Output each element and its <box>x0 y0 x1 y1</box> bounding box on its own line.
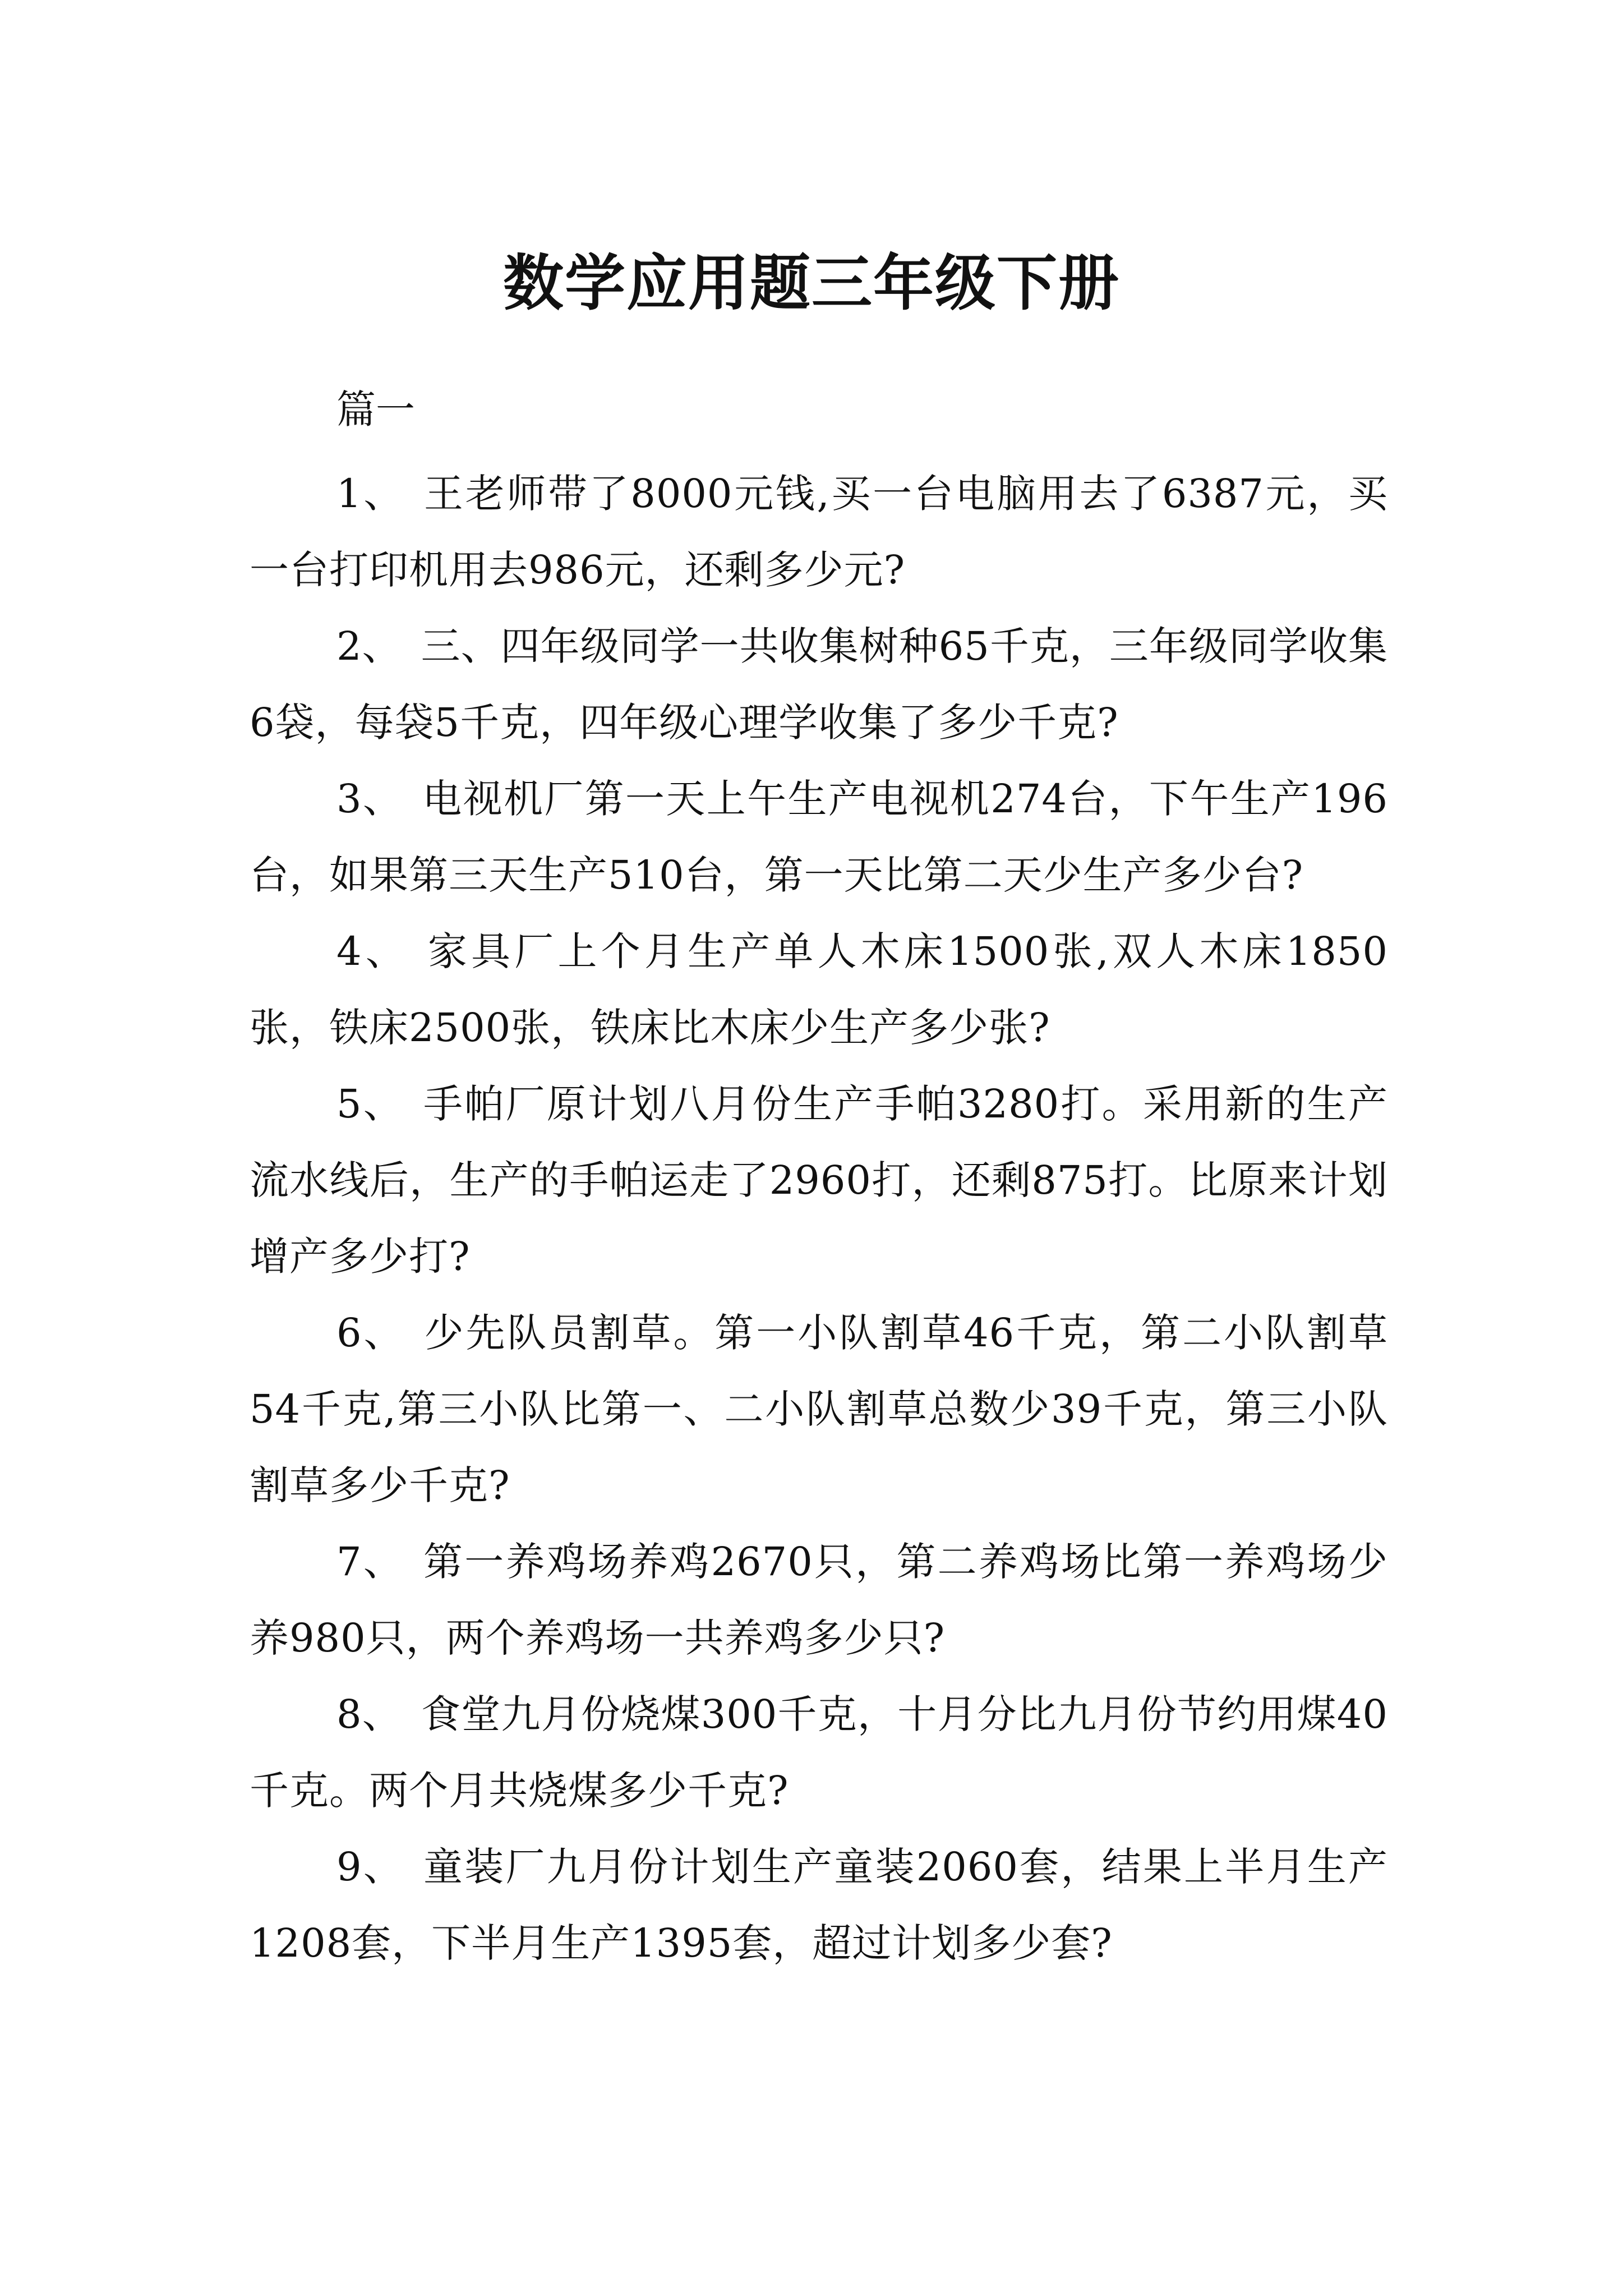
problem-text: 家具厂上个月生产单人木床1500张,双人木床1850张，铁床2500张，铁床比木床少生产多少张? <box>250 928 1388 1051</box>
problem-item <box>250 1295 1388 1524</box>
problem-item <box>250 913 1388 1066</box>
problem-text: 王老师带了8000元钱,买一台电脑用去了6387元，买一台打印机用去986元，还剩多少元? <box>250 471 1388 593</box>
problem-item <box>250 761 1388 913</box>
problem-number: 1、 <box>336 471 405 517</box>
problem-text: 三、四年级同学一共收集树种65千克，三年级同学收集6袋，每袋5千克，四年级心理学收集了多少千克? <box>250 623 1388 746</box>
problem-text: 少先队员割草。第一小队割草46千克，第二小队割草54千克,第三小队比第一、二小队割草总数少39千克，第三小队割草多少千克? <box>250 1310 1388 1508</box>
problem-number: 2、 <box>336 623 402 669</box>
problem-text: 手帕厂原计划八月份生产手帕3280打。采用新的生产流水线后，生产的手帕运走了2960打，还剩875打。比原来计划增产多少打? <box>250 1081 1388 1280</box>
problem-item <box>250 1829 1388 1981</box>
problem-text: 第一养鸡场养鸡2670只，第二养鸡场比第一养鸡场少养980只，两个养鸡场一共养鸡多少只? <box>250 1539 1388 1661</box>
problem-item <box>250 455 1388 608</box>
problem-number: 9、 <box>336 1844 404 1890</box>
problem-item <box>250 1066 1388 1295</box>
section-heading: 篇一 <box>336 386 415 432</box>
problem-number: 6、 <box>336 1310 405 1356</box>
problem-item <box>250 1524 1388 1676</box>
problem-number: 7、 <box>336 1539 404 1585</box>
problem-text: 电视机厂第一天上午生产电视机274台，下午生产196台，如果第三天生产510台，第一天比第二天少生产多少台? <box>250 776 1388 898</box>
problem-number: 8、 <box>336 1691 403 1737</box>
problem-text: 食堂九月份烧煤300千克，十月分比九月份节约用煤40千克。两个月共烧煤多少千克? <box>250 1691 1388 1814</box>
problem-text: 童装厂九月份计划生产童装2060套，结果上半月生产1208套，下半月生产1395套，超过计划多少套? <box>250 1844 1388 1966</box>
problem-number: 3、 <box>336 776 404 822</box>
problem-number: 4、 <box>336 928 409 974</box>
problem-list <box>250 455 1388 1981</box>
problem-item <box>250 1676 1388 1829</box>
document-title: 数学应用题三年级下册 <box>502 248 1120 319</box>
problem-number: 5、 <box>336 1081 404 1127</box>
problem-item <box>250 608 1388 761</box>
